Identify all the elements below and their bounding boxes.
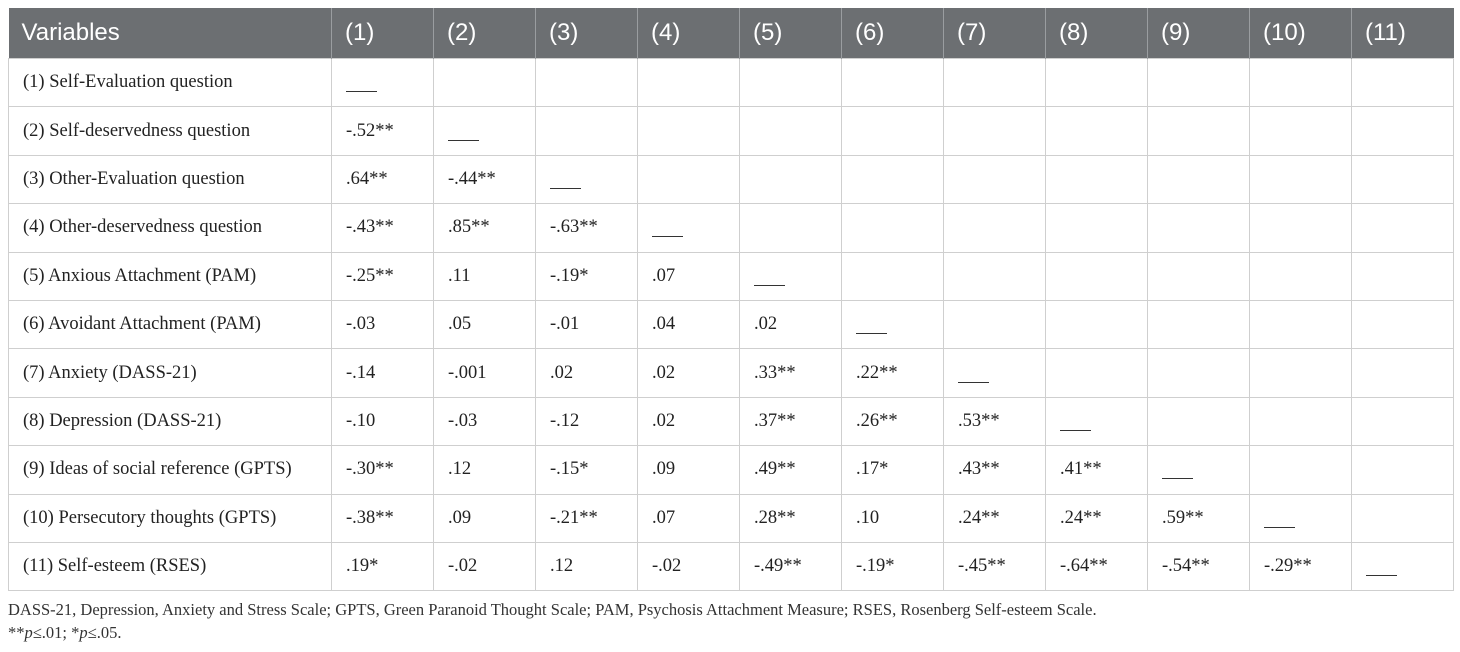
table-cell — [1148, 446, 1250, 494]
header-col-7: (7) — [944, 8, 1046, 59]
table-cell: -.38** — [332, 494, 434, 542]
table-cell: -.44** — [434, 155, 536, 203]
table-cell — [842, 59, 944, 107]
table-cell: .37** — [740, 397, 842, 445]
header-col-11: (11) — [1352, 8, 1454, 59]
table-cell: -.19* — [842, 542, 944, 590]
table-cell: .09 — [434, 494, 536, 542]
table-cell: -.03 — [434, 397, 536, 445]
table-cell — [638, 204, 740, 252]
p-symbol: p — [79, 623, 88, 642]
table-cell: .17* — [842, 446, 944, 494]
table-cell — [1046, 107, 1148, 155]
table-cell: -.30** — [332, 446, 434, 494]
table-cell: -.54** — [1148, 542, 1250, 590]
table-cell: .24** — [1046, 494, 1148, 542]
table-cell: -.001 — [434, 349, 536, 397]
table-cell: .26** — [842, 397, 944, 445]
table-cell — [1046, 204, 1148, 252]
table-body — [9, 59, 1454, 591]
table-cell — [536, 107, 638, 155]
table-cell: -.01 — [536, 300, 638, 348]
table-cell — [1046, 349, 1148, 397]
table-cell — [740, 59, 842, 107]
header-col-6: (6) — [842, 8, 944, 59]
table-row — [9, 349, 1454, 397]
diagonal-dash — [1366, 561, 1397, 576]
table-cell: .02 — [638, 397, 740, 445]
diagonal-dash — [754, 271, 785, 286]
table-cell — [638, 59, 740, 107]
table-cell — [1250, 397, 1352, 445]
table-cell — [944, 349, 1046, 397]
table-cell: .59** — [1148, 494, 1250, 542]
table-cell — [1352, 542, 1454, 590]
table-row — [9, 397, 1454, 445]
table-cell — [944, 155, 1046, 203]
table-row — [9, 59, 1454, 107]
table-cell: -.52** — [332, 107, 434, 155]
table-cell: -.25** — [332, 252, 434, 300]
table-cell: -.10 — [332, 397, 434, 445]
table-cell — [1250, 300, 1352, 348]
table-cell: -.64** — [1046, 542, 1148, 590]
p-symbol: p — [24, 623, 33, 642]
table-cell — [1250, 107, 1352, 155]
diagonal-dash — [550, 174, 581, 189]
table-cell — [1250, 252, 1352, 300]
table-cell — [1352, 204, 1454, 252]
table-cell — [1250, 204, 1352, 252]
table-cell — [1046, 300, 1148, 348]
header-col-5: (5) — [740, 8, 842, 59]
table-cell: .49** — [740, 446, 842, 494]
table-cell: .09 — [638, 446, 740, 494]
table-cell — [536, 155, 638, 203]
table-cell — [1148, 59, 1250, 107]
table-cell — [1352, 349, 1454, 397]
diagonal-dash — [856, 319, 887, 334]
table-row — [9, 446, 1454, 494]
table-cell — [434, 107, 536, 155]
table-cell — [1148, 107, 1250, 155]
table-cell — [1148, 397, 1250, 445]
table-cell — [1352, 397, 1454, 445]
table-cell — [944, 59, 1046, 107]
table-cell — [332, 59, 434, 107]
row-label: (9) Ideas of social reference (GPTS) — [9, 446, 332, 494]
row-label: (10) Persecutory thoughts (GPTS) — [9, 494, 332, 542]
table-cell: -.43** — [332, 204, 434, 252]
table-row — [9, 107, 1454, 155]
row-label: (4) Other-deservedness question — [9, 204, 332, 252]
table-cell: .28** — [740, 494, 842, 542]
table-cell: .07 — [638, 494, 740, 542]
header-col-2: (2) — [434, 8, 536, 59]
table-cell: .02 — [740, 300, 842, 348]
table-cell: .02 — [536, 349, 638, 397]
table-cell — [944, 252, 1046, 300]
row-label: (2) Self-deservedness question — [9, 107, 332, 155]
abbreviations-note: DASS-21, Depression, Anxiety and Stress Scale; GPTS, Green Paranoid Thought Scale; PAM, Psychosis Attachment Measure; RSES, Rosenberg Self-esteem Scale. — [8, 600, 1097, 619]
table-cell — [1046, 155, 1148, 203]
table-cell: -.14 — [332, 349, 434, 397]
row-label: (5) Anxious Attachment (PAM) — [9, 252, 332, 300]
table-cell: .19* — [332, 542, 434, 590]
sig-threshold: ≤.05. — [87, 623, 122, 642]
table-row — [9, 204, 1454, 252]
table-cell: .64** — [332, 155, 434, 203]
table-cell — [1352, 300, 1454, 348]
table-row — [9, 252, 1454, 300]
table-cell: -.45** — [944, 542, 1046, 590]
diagonal-dash — [1060, 416, 1091, 431]
table-cell — [1352, 155, 1454, 203]
table-cell — [944, 204, 1046, 252]
table-cell — [740, 107, 842, 155]
table-cell — [842, 252, 944, 300]
table-cell — [1148, 349, 1250, 397]
table-row — [9, 300, 1454, 348]
table-cell — [1352, 107, 1454, 155]
table-cell — [842, 300, 944, 348]
table-cell — [1352, 446, 1454, 494]
header-col-3: (3) — [536, 8, 638, 59]
table-cell: .02 — [638, 349, 740, 397]
table-cell — [1250, 349, 1352, 397]
table-row — [9, 155, 1454, 203]
header-col-10: (10) — [1250, 8, 1352, 59]
diagonal-dash — [652, 222, 683, 237]
header-col-8: (8) — [1046, 8, 1148, 59]
table-header-row — [9, 8, 1454, 59]
table-cell: .53** — [944, 397, 1046, 445]
diagonal-dash — [448, 126, 479, 141]
table-cell — [1148, 155, 1250, 203]
table-cell: -.15* — [536, 446, 638, 494]
table-cell — [434, 59, 536, 107]
table-cell — [740, 252, 842, 300]
table-cell: .33** — [740, 349, 842, 397]
table-cell — [638, 107, 740, 155]
table-cell: .10 — [842, 494, 944, 542]
table-cell — [944, 300, 1046, 348]
row-label: (11) Self-esteem (RSES) — [9, 542, 332, 590]
table-cell — [1046, 59, 1148, 107]
table-cell — [740, 204, 842, 252]
table-cell — [1352, 59, 1454, 107]
table-cell — [1148, 300, 1250, 348]
table-cell — [1148, 252, 1250, 300]
table-row — [9, 542, 1454, 590]
table-cell — [1250, 155, 1352, 203]
table-cell: -.03 — [332, 300, 434, 348]
table-cell: .85** — [434, 204, 536, 252]
diagonal-dash — [1264, 513, 1295, 528]
table-cell — [536, 59, 638, 107]
sig-marker: ** — [8, 623, 25, 642]
header-variables: Variables — [9, 8, 332, 59]
table-cell: .12 — [536, 542, 638, 590]
table-cell: -.12 — [536, 397, 638, 445]
header-col-4: (4) — [638, 8, 740, 59]
table-cell: -.02 — [638, 542, 740, 590]
table-cell: -.19* — [536, 252, 638, 300]
sig-threshold: ≤.01; * — [32, 623, 80, 642]
table-cell — [842, 204, 944, 252]
table-cell — [1046, 252, 1148, 300]
table-cell: -.29** — [1250, 542, 1352, 590]
table-cell — [944, 107, 1046, 155]
header-col-1: (1) — [332, 8, 434, 59]
row-label: (1) Self-Evaluation question — [9, 59, 332, 107]
table-cell: .24** — [944, 494, 1046, 542]
table-cell: -.49** — [740, 542, 842, 590]
table-cell — [1046, 397, 1148, 445]
header-col-9: (9) — [1148, 8, 1250, 59]
diagonal-dash — [958, 368, 989, 383]
diagonal-dash — [346, 77, 377, 92]
table-cell — [1352, 252, 1454, 300]
correlation-table — [8, 8, 1454, 591]
row-label: (8) Depression (DASS-21) — [9, 397, 332, 445]
table-cell — [740, 155, 842, 203]
table-cell — [842, 155, 944, 203]
table-cell — [1250, 59, 1352, 107]
significance-note — [8, 621, 1097, 644]
row-label: (6) Avoidant Attachment (PAM) — [9, 300, 332, 348]
row-label: (7) Anxiety (DASS-21) — [9, 349, 332, 397]
table-cell: -.63** — [536, 204, 638, 252]
table-cell: .07 — [638, 252, 740, 300]
table-cell: -.21** — [536, 494, 638, 542]
table-cell: .41** — [1046, 446, 1148, 494]
table-cell: -.02 — [434, 542, 536, 590]
table-cell: .22** — [842, 349, 944, 397]
table-cell — [1250, 446, 1352, 494]
table-cell — [1148, 204, 1250, 252]
table-cell: .04 — [638, 300, 740, 348]
table-cell: .43** — [944, 446, 1046, 494]
table-footnote — [8, 598, 1097, 644]
table-cell: .12 — [434, 446, 536, 494]
diagonal-dash — [1162, 464, 1193, 479]
table-cell — [1352, 494, 1454, 542]
table-cell: .11 — [434, 252, 536, 300]
table-row — [9, 494, 1454, 542]
table-cell: .05 — [434, 300, 536, 348]
table-cell — [1250, 494, 1352, 542]
table-cell — [842, 107, 944, 155]
table-cell — [638, 155, 740, 203]
row-label: (3) Other-Evaluation question — [9, 155, 332, 203]
